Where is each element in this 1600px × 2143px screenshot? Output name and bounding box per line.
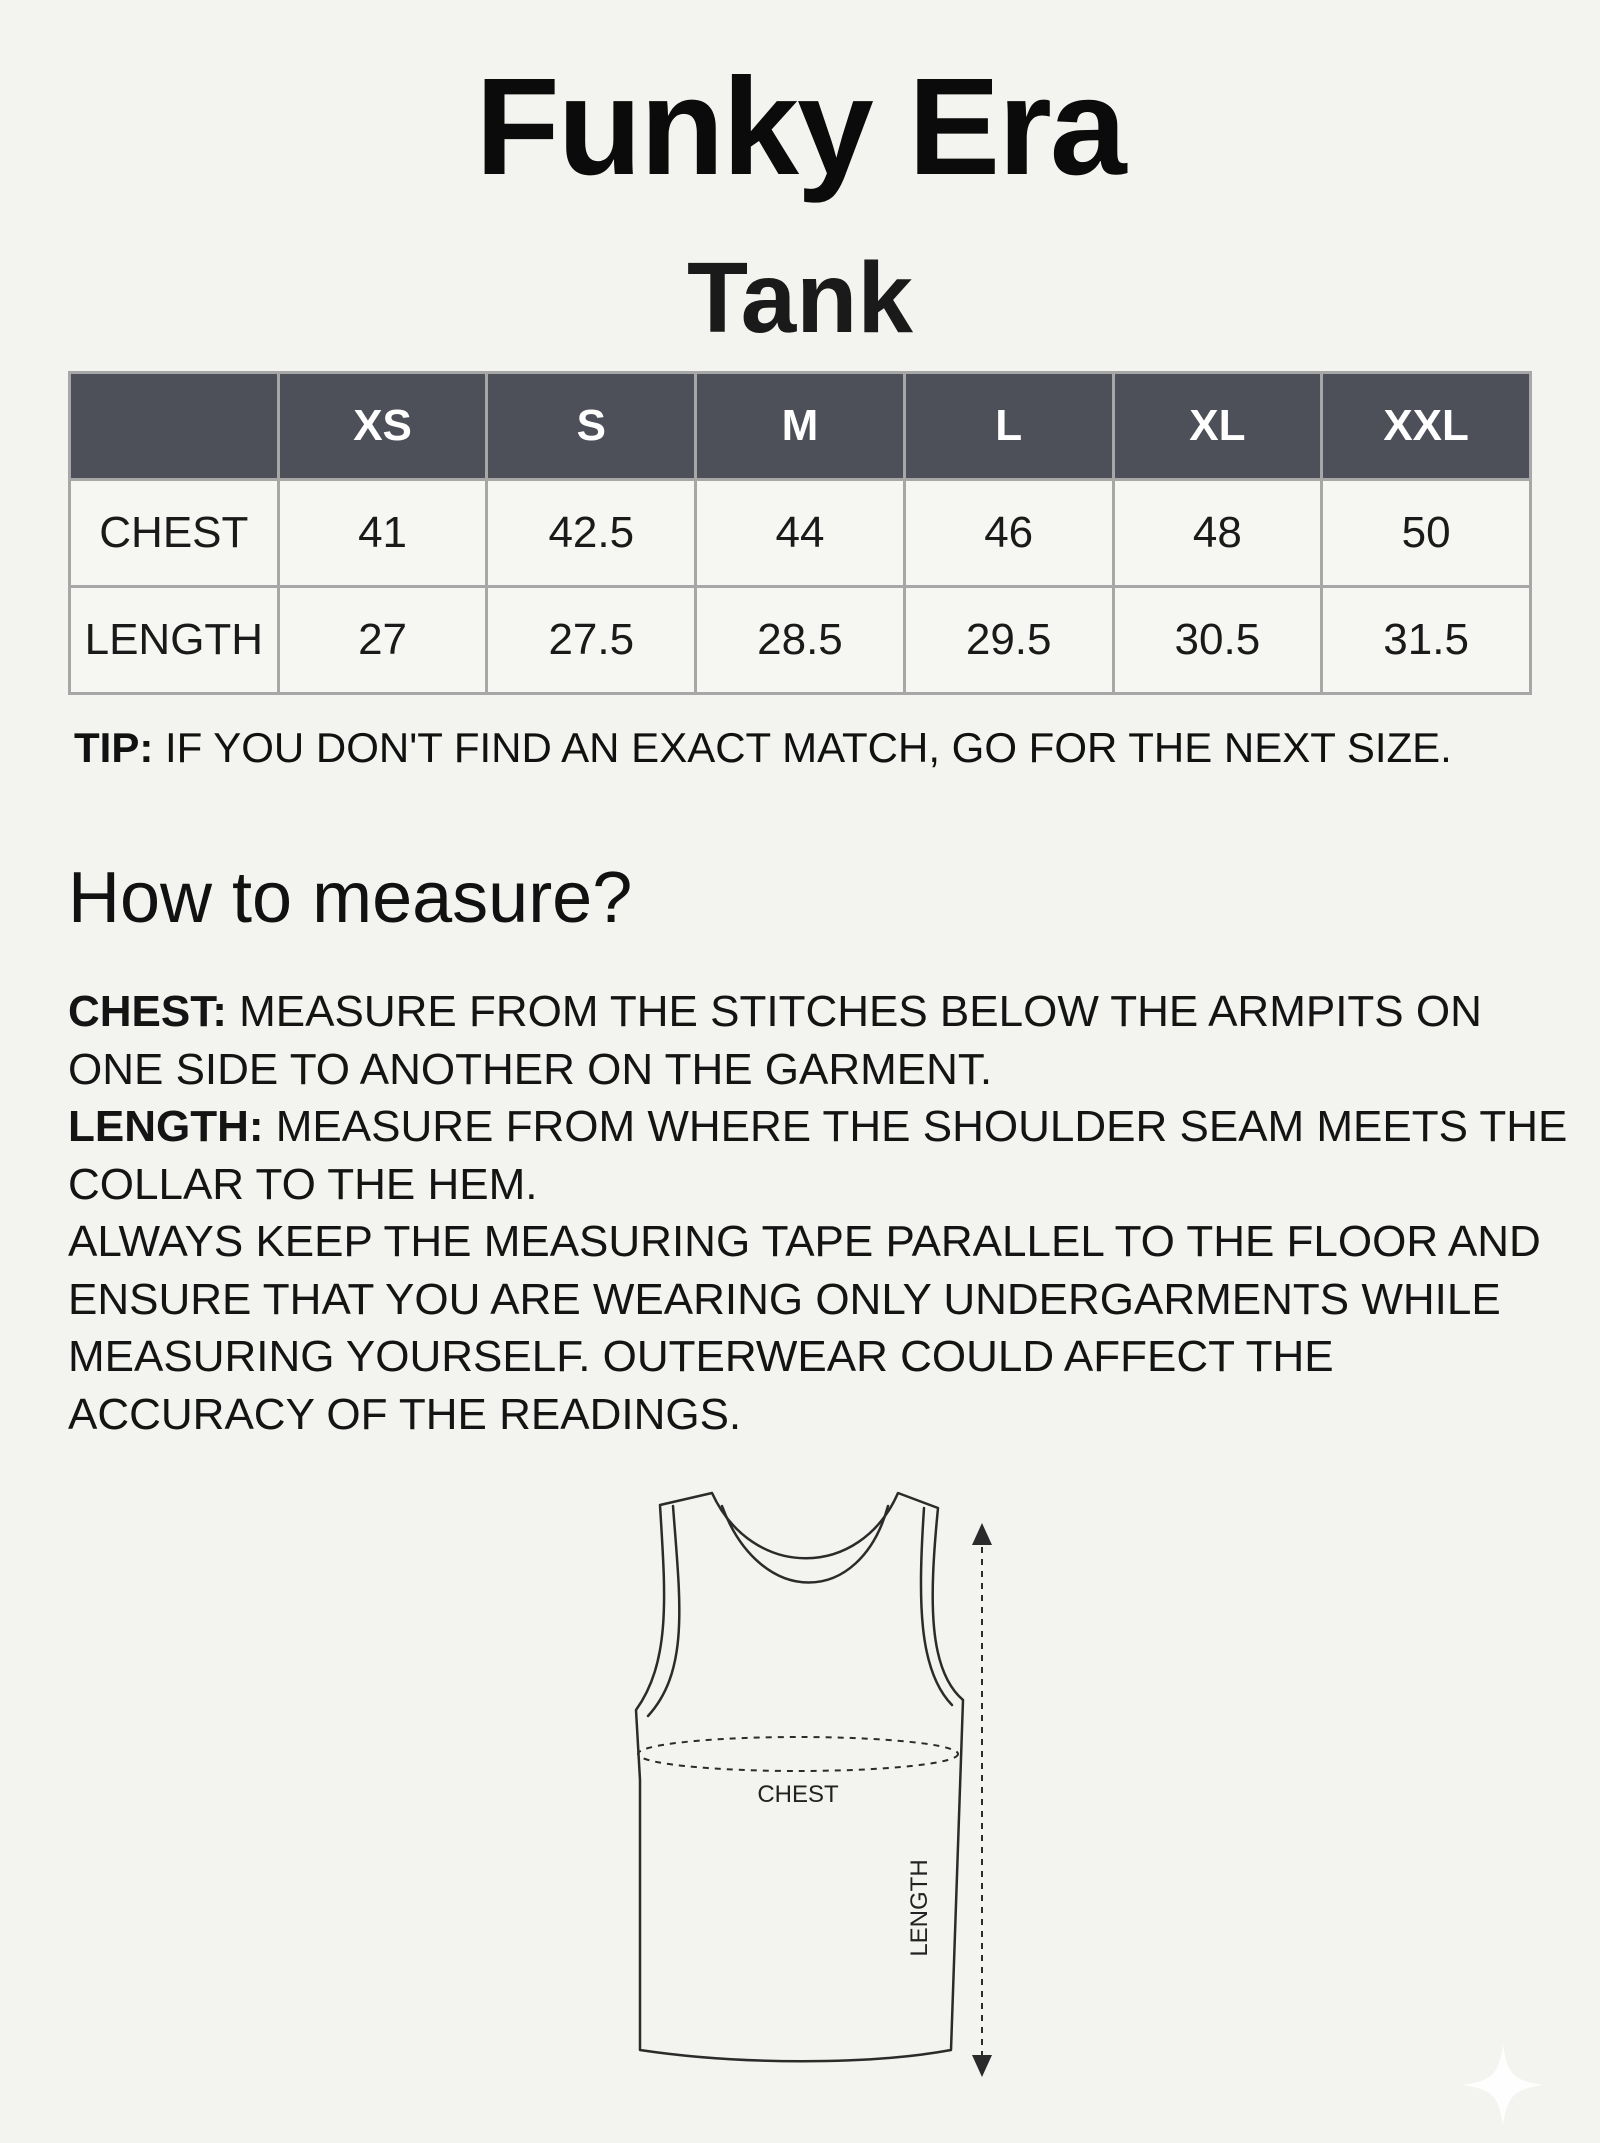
product-title: Tank (687, 242, 913, 354)
arrow-up-icon (972, 1523, 992, 1545)
brand-title: Funky Era (475, 50, 1125, 204)
length-instruction-label: LENGTH: (68, 1102, 264, 1151)
table-cell: 46 (904, 480, 1113, 587)
row-label-length: LENGTH (70, 587, 279, 694)
table-cell: 50 (1322, 480, 1531, 587)
sparkle-icon (1458, 2040, 1548, 2130)
table-cell: 27 (278, 587, 487, 694)
length-instruction-text: MEASURE FROM WHERE THE SHOULDER SEAM MEETS THE COLLAR TO THE HEM. (68, 1102, 1568, 1209)
table-cell: 27.5 (487, 587, 696, 694)
neckline-icon (722, 1506, 888, 1583)
table-cell: 29.5 (904, 587, 1113, 694)
size-header-xs: XS (278, 373, 487, 480)
row-label-chest: CHEST (70, 480, 279, 587)
chest-instruction (68, 983, 1568, 1098)
size-header-l: L (904, 373, 1113, 480)
size-header-xxl: XXL (1322, 373, 1531, 480)
tip-note (74, 722, 1554, 774)
size-header-m: M (696, 373, 905, 480)
how-to-measure-heading: How to measure? (68, 858, 633, 938)
chest-instruction-text: MEASURE FROM THE STITCHES BELOW THE ARMPITS ON ONE SIDE TO ANOTHER ON THE GARMENT. (68, 987, 1482, 1094)
table-cell: 30.5 (1113, 587, 1322, 694)
tank-top-diagram (600, 1480, 1020, 2100)
general-instruction: ALWAYS KEEP THE MEASURING TAPE PARALLEL TO THE FLOOR AND ENSURE THAT YOU ARE WEARING ONLY UNDERGARMENTS WHILE MEASURING YOURSELF. OUTERWEAR COULD AFFECT THE ACCURACY OF THE READINGS. (68, 1217, 1541, 1439)
tip-text: IF YOU DON'T FIND AN EXACT MATCH, GO FOR THE NEXT SIZE. (153, 724, 1452, 771)
table-row-length (70, 587, 1531, 694)
chest-measure-line-icon (638, 1737, 958, 1771)
tip-label: TIP: (74, 724, 154, 771)
diagram-length-label: LENGTH (906, 1859, 933, 1957)
how-to-measure-instructions (68, 983, 1568, 1443)
table-cell: 48 (1113, 480, 1322, 587)
table-cell: 28.5 (696, 587, 905, 694)
arrow-down-icon (972, 2055, 992, 2077)
table-cell: 31.5 (1322, 587, 1531, 694)
table-cell: 42.5 (487, 480, 696, 587)
table-row-chest (70, 480, 1531, 587)
size-header-s: S (487, 373, 696, 480)
chest-instruction-label: CHEST: (68, 987, 227, 1036)
corner-cell (70, 373, 279, 480)
table-cell: 44 (696, 480, 905, 587)
size-header-row (70, 373, 1531, 480)
tank-top-outline-icon (636, 1493, 963, 2061)
size-chart-table (68, 371, 1532, 695)
diagram-chest-label: CHEST (757, 1781, 839, 1808)
size-header-xl: XL (1113, 373, 1322, 480)
length-instruction (68, 1098, 1568, 1213)
table-cell: 41 (278, 480, 487, 587)
